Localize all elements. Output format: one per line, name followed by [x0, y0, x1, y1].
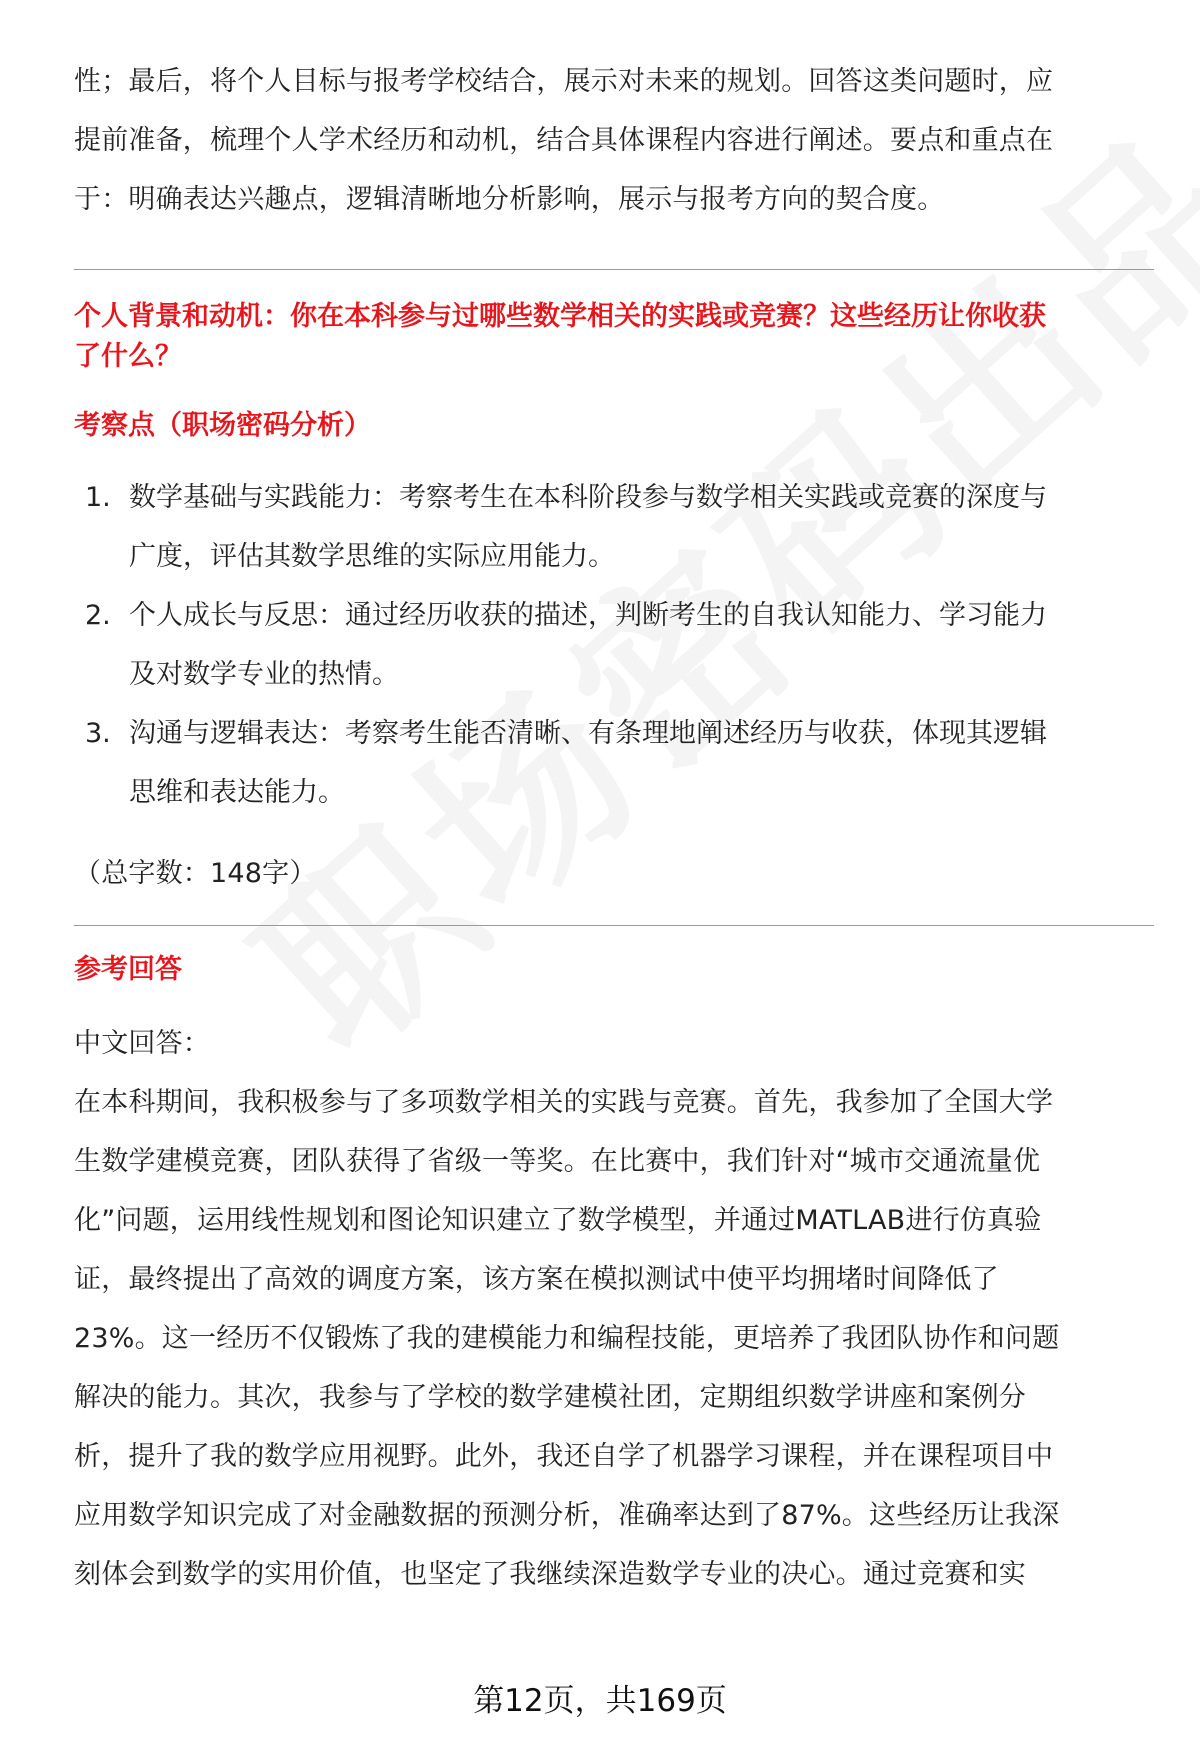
text-line: 应用数学知识完成了对金融数据的预测分析，准确率达到了87%。这些经历让我深	[74, 1500, 1060, 1531]
text-line: 思维和表达能力。	[129, 777, 345, 808]
text-line: 化”问题，运用线性规划和图论知识建立了数学模型，并通过MATLAB进行仿真验	[74, 1205, 1042, 1236]
text-line: 解决的能力。其次，我参与了学校的数学建模社团，定期组织数学讲座和案例分	[74, 1382, 1026, 1413]
list-number: 2.	[85, 600, 111, 631]
intro-paragraph	[74, 52, 1154, 229]
answer-label: 中文回答：	[74, 1028, 210, 1059]
heading-line: 了什么？	[74, 341, 182, 372]
text-line: 性；最后，将个人目标与报考学校结合，展示对未来的规划。回答这类问题时，应	[74, 66, 1054, 97]
analysis-heading: 考察点（职场密码分析）	[74, 410, 371, 441]
text-line: 证，最终提出了高效的调度方案，该方案在模拟测试中使平均拥堵时间降低了	[74, 1264, 999, 1295]
question-heading	[74, 297, 1154, 377]
text-line: 提前准备，梳理个人学术经历和动机，结合具体课程内容进行阐述。要点和重点在	[74, 125, 1054, 156]
text-line: 及对数学专业的热情。	[129, 659, 399, 690]
text-line: 在本科期间，我积极参与了多项数学相关的实践与竞赛。首先，我参加了全国大学	[74, 1087, 1054, 1118]
text-line: 数学基础与实践能力：考察考生在本科阶段参与数学相关实践或竞赛的深度与	[129, 482, 1047, 513]
text-line: 生数学建模竞赛，团队获得了省级一等奖。在比赛中，我们针对“城市交通流量优	[74, 1146, 1041, 1177]
list-number: 1.	[85, 482, 111, 513]
text-line: 广度，评估其数学思维的实际应用能力。	[129, 541, 615, 572]
page-number-footer: 第12页，共169页	[473, 1683, 727, 1719]
list-number: 3.	[85, 718, 111, 749]
text-line: 个人成长与反思：通过经历收获的描述，判断考生的自我认知能力、学习能力	[129, 600, 1047, 631]
text-line: 沟通与逻辑表达：考察考生能否清晰、有条理地阐述经历与收获，体现其逻辑	[129, 718, 1047, 749]
list-item	[74, 586, 1154, 704]
text-line: 刻体会到数学的实用价值，也坚定了我继续深造数学专业的决心。通过竞赛和实	[74, 1559, 1026, 1590]
reference-heading: 参考回答	[74, 954, 182, 985]
answer-paragraph	[74, 1073, 1154, 1604]
list-item	[74, 704, 1154, 822]
heading-line: 个人背景和动机：你在本科参与过哪些数学相关的实践或竞赛？这些经历让你收获	[74, 301, 1046, 332]
list-item	[74, 468, 1154, 586]
analysis-list	[74, 468, 1154, 822]
text-line: 23%。这一经历不仅锻炼了我的建模能力和编程技能，更培养了我团队协作和问题	[74, 1323, 1060, 1354]
page-content	[74, 52, 1154, 1604]
text-line: 析，提升了我的数学应用视野。此外，我还自学了机器学习课程，并在课程项目中	[74, 1441, 1054, 1472]
text-line: 于：明确表达兴趣点，逻辑清晰地分析影响，展示与报考方向的契合度。	[74, 184, 945, 215]
word-count: （总字数：148字）	[74, 858, 317, 889]
